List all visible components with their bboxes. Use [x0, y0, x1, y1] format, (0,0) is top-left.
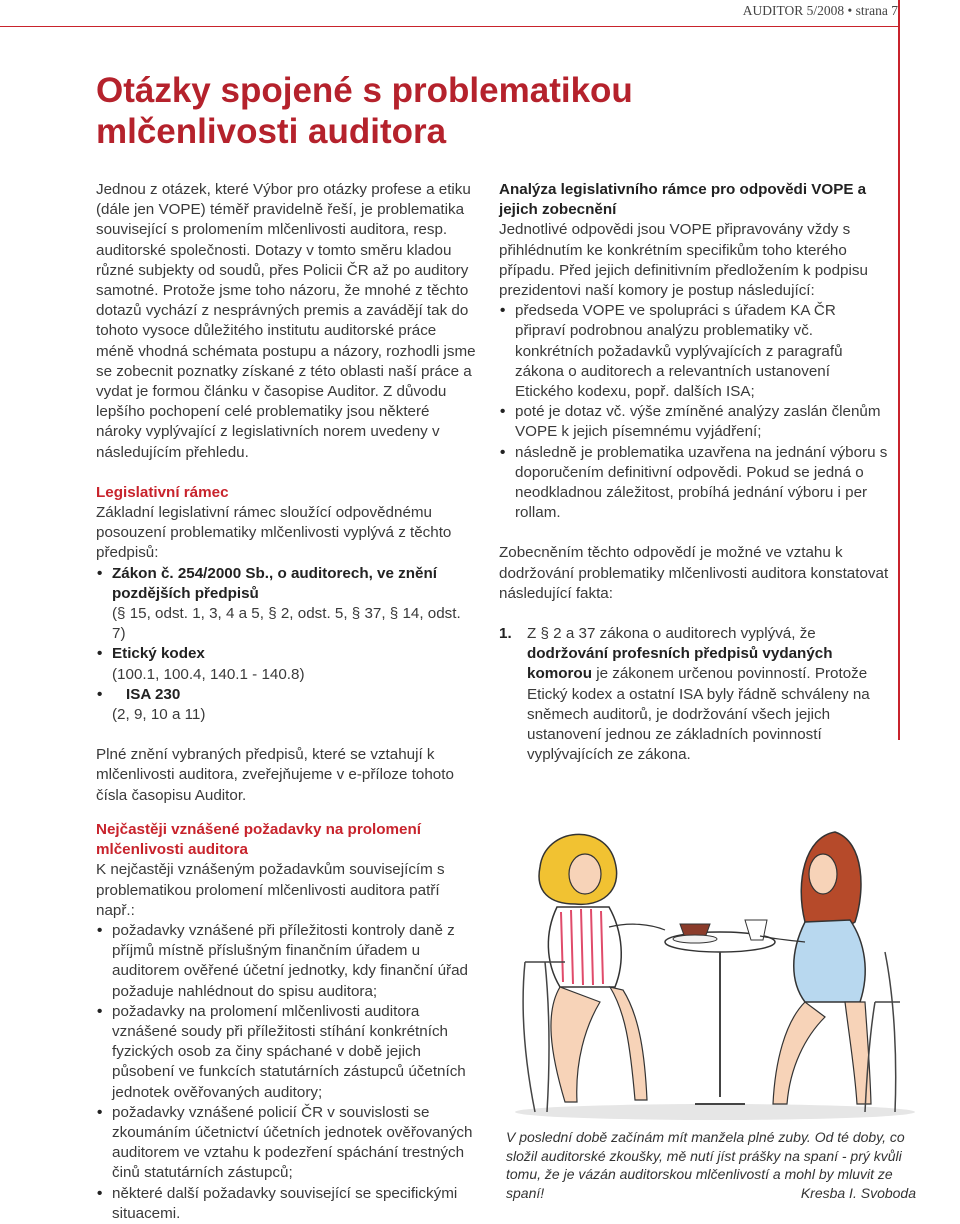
- legislation-list: [96, 564, 478, 726]
- title-line-1: Otázky spojené s problematikou: [96, 71, 633, 110]
- list-item: • poté je dotaz vč. výše zmíněné analýzy zaslán členům VOPE k jejich písemnému vyjádření;: [499, 402, 889, 442]
- legislation-label: Etický kodex: [112, 645, 205, 663]
- requests-list: [96, 921, 478, 1224]
- list-item: • požadavky vznášené policií ČR v souvislosti se zkoumáním účetnictví účetních jednotek ověřovaných auditorem ve vztahu k podezření spáchání trestných činů statutárních zástupců;: [96, 1103, 478, 1184]
- analysis-heading: Analýza legislativního rámce pro odpovědi VOPE a jejich zobecnění: [499, 181, 867, 219]
- legislation-item: [96, 564, 478, 645]
- intro-paragraph: Jednou z otázek, které Výbor pro otázky profese a etiku (dále jen VOPE) téměř pravidelně řeší, je problematika související s prolomením mlčenlivosti auditora, resp. auditorské společnosti. Dotazy v tomto směru kladou různé subjekty od soudů, přes Policii ČR až po auditory samotné. Protože jsme toho názoru, že mnohé z těchto dotazů vychází z nesprávných premis a zavádějí tak do tohoto vysoce důležitého institutu auditorské práce méně vhodná schémata postupu a názory, rozhodli jsme se zobecnit poznatky získané z této oblasti naší práce a vydat je formou článku v časopise Auditor. Z důvodu lepšího pochopení celé problematiky jsou některé nároky vyplývající z legislativních norem uvedeny v následujícím přehledu.: [96, 181, 476, 461]
- legislation-item: [96, 685, 478, 725]
- facts-list: [499, 624, 889, 765]
- fact-text-bold: dodržování profesních předpisů vydaných komorou: [527, 645, 833, 683]
- legislative-text: Základní legislativní rámec sloužící odpovědnému posouzení problematiky mlčenlivosti vyplývá z těchto předpisů:: [96, 504, 452, 562]
- fact-text-end: je zákonem určenou povinností. Protože Etický kodex a ostatní ISA byly řádně schváleny na sněmech auditorů, je dodržování všech jejich ustanovení jednou ze základních povinností vyplývajících ze zákona.: [527, 665, 870, 764]
- legislation-item: [96, 644, 478, 684]
- title-line-2: mlčenlivosti auditora: [96, 112, 447, 151]
- fact-text-start: Z § 2 a 37 zákona o auditorech vyplývá, že: [527, 625, 816, 643]
- right-column: [499, 180, 889, 765]
- woman-right: [760, 832, 871, 1104]
- generalization-text: Zobecněním těchto odpovědí je možné ve vztahu k dodržování problematiky mlčenlivosti auditora konstatovat následující fakta:: [499, 544, 889, 602]
- legislative-note: Plné znění vybraných předpisů, které se vztahují k mlčenlivosti auditora, zveřejňujeme v e-příloze tohoto čísla časopisu Auditor.: [96, 746, 454, 804]
- fact-number: 1.: [499, 625, 512, 643]
- right-rule: [898, 0, 900, 740]
- article-title: [96, 70, 856, 152]
- legislation-detail: (100.1, 100.4, 140.1 - 140.8): [112, 665, 305, 683]
- requests-text: K nejčastěji vznášeným požadavkům souvisejícím s problematikou prolomení mlčenlivosti auditora patří např.:: [96, 861, 445, 919]
- running-header: [0, 0, 900, 27]
- caption-credit: Kresba I. Svoboda: [800, 1184, 916, 1201]
- legislation-label: ISA 230: [126, 685, 181, 703]
- legislation-detail: (2, 9, 10 a 11): [112, 706, 206, 724]
- list-item: • následně je problematika uzavřena na jednání výboru s doporučením definitivní odpovědi. Pokud se jedná o neodkladnou záležitost, probíhá jednání výboru i per rollam.: [499, 443, 889, 524]
- legislation-label: Zákon č. 254/2000 Sb., o auditorech, ve znění pozdějších předpisů: [112, 564, 437, 602]
- legislation-detail: (§ 15, odst. 1, 3, 4 a 5, § 2, odst. 5, § 37, § 14, odst. 7): [112, 605, 461, 643]
- fact-item: [499, 624, 889, 765]
- running-head: AUDITOR 5/2008 • strana 7: [742, 3, 898, 18]
- woman-left: [539, 834, 665, 1102]
- requests-heading: Nejčastěji vznášené požadavky na prolomení mlčenlivosti auditora: [96, 821, 421, 859]
- procedure-list: [499, 301, 889, 523]
- list-item: • předseda VOPE ve spolupráci s úřadem KA ČR připraví podrobnou analýzu problematiky vč. konkrétních požadavků vyplývajících z paragrafů zákona o auditorech a relevantních ustanovení Etického kodexu, popř. dalších ISA;: [499, 301, 889, 402]
- cartoon-caption: [506, 1128, 916, 1202]
- left-column: [96, 180, 478, 806]
- legislative-heading: Legislativní rámec: [96, 483, 229, 501]
- requests-section: [96, 820, 478, 1224]
- cartoon-illustration: [505, 812, 925, 1124]
- analysis-text: Jednotlivé odpovědi jsou VOPE připravovány vždy s přihlédnutím ke konkrétním specifikům toho kterého případu. Před jejich definitivním předložením k podpisu prezidentovi naší komory je postup následující:: [499, 221, 868, 300]
- cafe-table: [665, 920, 775, 1104]
- list-item: • některé další požadavky související se specifickými situacemi.: [96, 1184, 478, 1224]
- list-item: • požadavky vznášené při příležitosti kontroly daně z příjmů místně příslušným finančním úřadem u auditorem ověřené účetní jednotky, kdy finanční úřad požaduje nahlédnout do spisu auditora;: [96, 921, 478, 1002]
- caption-text: V poslední době začínám mít manžela plné zuby. Od té doby, co složil auditorské zkoušky, mě nutí jíst prášky na spaní - prý kvůli tomu, že je vázán auditorskou mlčenlivostí a mohl by mluvit ze spaní!: [506, 1129, 905, 1201]
- list-item: • požadavky na prolomení mlčenlivosti auditora vznášené soudy při příležitosti stíhání konkrétních fyzických osob za činy spáchané v době jejich působení ve funkcích statutárních zástupců účetních jednotek ověřovaných auditory;: [96, 1002, 478, 1103]
